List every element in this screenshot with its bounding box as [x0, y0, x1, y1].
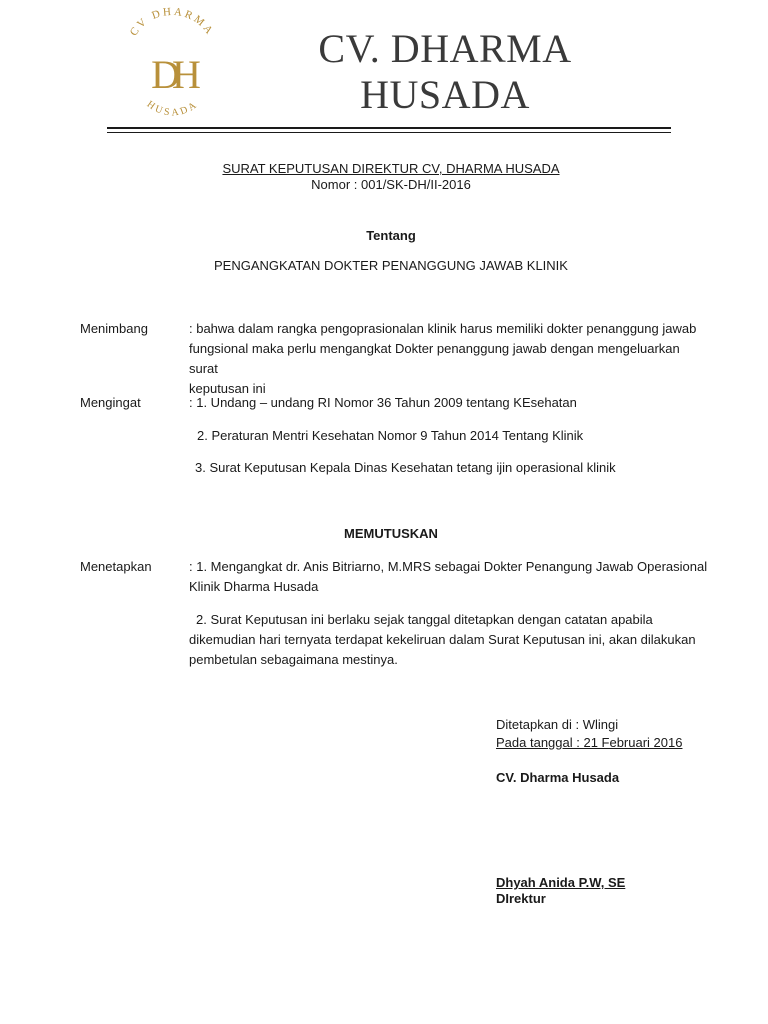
logo-arc-top-text: CV DHARMA — [127, 5, 217, 39]
signature-date: Pada tanggal : 21 Februari 2016 — [496, 735, 683, 750]
menetapkan-line: Klinik Dharma Husada — [189, 579, 319, 594]
company-logo — [110, 2, 235, 127]
letterhead-divider-thick — [107, 127, 671, 129]
company-name-line1: CV. DHARMA — [318, 26, 572, 71]
signatory-name: Dhyah Anida P.W, SE — [496, 875, 626, 890]
company-name-line2: HUSADA — [360, 72, 530, 117]
menimbang-line: fungsional maka perlu mengangkat Dokter penanggung jawab dengan mengeluarkan surat — [189, 341, 680, 376]
menetapkan-line: 2. Surat Keputusan ini berlaku sejak tanggal ditetapkan dengan catatan apabila — [196, 612, 653, 627]
menetapkan-line: : 1. Mengangkat dr. Anis Bitriarno, M.MRS sebagai Dokter Penangung Jawab Operasional — [189, 559, 708, 574]
mengingat-item: : 1. Undang – undang RI Nomor 36 Tahun 2009 tentang KEsehatan — [189, 395, 577, 410]
logo-arc-bottom-text: HUSADA — [144, 98, 201, 119]
logo-monogram: DH — [151, 52, 193, 97]
mengingat-item: 2. Peraturan Mentri Kesehatan Nomor 9 Tahun 2014 Tentang Klinik — [197, 428, 584, 443]
menetapkan-label: Menetapkan — [80, 559, 152, 574]
company-name — [300, 26, 590, 118]
tentang-heading: Tentang — [366, 228, 416, 243]
menimbang-text — [189, 319, 709, 399]
menetapkan-line: pembetulan sebagaimana mestinya. — [189, 652, 398, 667]
document-title: SURAT KEPUTUSAN DIREKTUR CV, DHARMA HUSADA — [222, 161, 560, 176]
menimbang-label: Menimbang — [80, 321, 148, 336]
menetapkan-item-2 — [189, 610, 709, 670]
signatory-position: DIrektur — [496, 891, 546, 906]
letterhead-divider-thin — [107, 132, 671, 133]
signature-company: CV. Dharma Husada — [496, 770, 620, 785]
memutuskan-heading: MEMUTUSKAN — [344, 526, 438, 541]
document-number: Nomor : 001/SK-DH/II-2016 — [311, 177, 471, 192]
signature-place: Ditetapkan di : Wlingi — [496, 717, 619, 732]
menimbang-line: keputusan ini — [189, 381, 266, 396]
mengingat-label: Mengingat — [80, 395, 141, 410]
menetapkan-item-1 — [189, 557, 709, 597]
subject-heading: PENGANGKATAN DOKTER PENANGGUNG JAWAB KLINIK — [214, 258, 568, 273]
menimbang-line: : bahwa dalam rangka pengoprasionalan klinik harus memiliki dokter penanggung jawab — [189, 321, 697, 336]
mengingat-item: 3. Surat Keputusan Kepala Dinas Kesehatan tetang ijin operasional klinik — [195, 460, 616, 475]
menetapkan-line: dikemudian hari ternyata terdapat kekeliruan dalam Surat Keputusan ini, akan dilakukan — [189, 632, 696, 647]
